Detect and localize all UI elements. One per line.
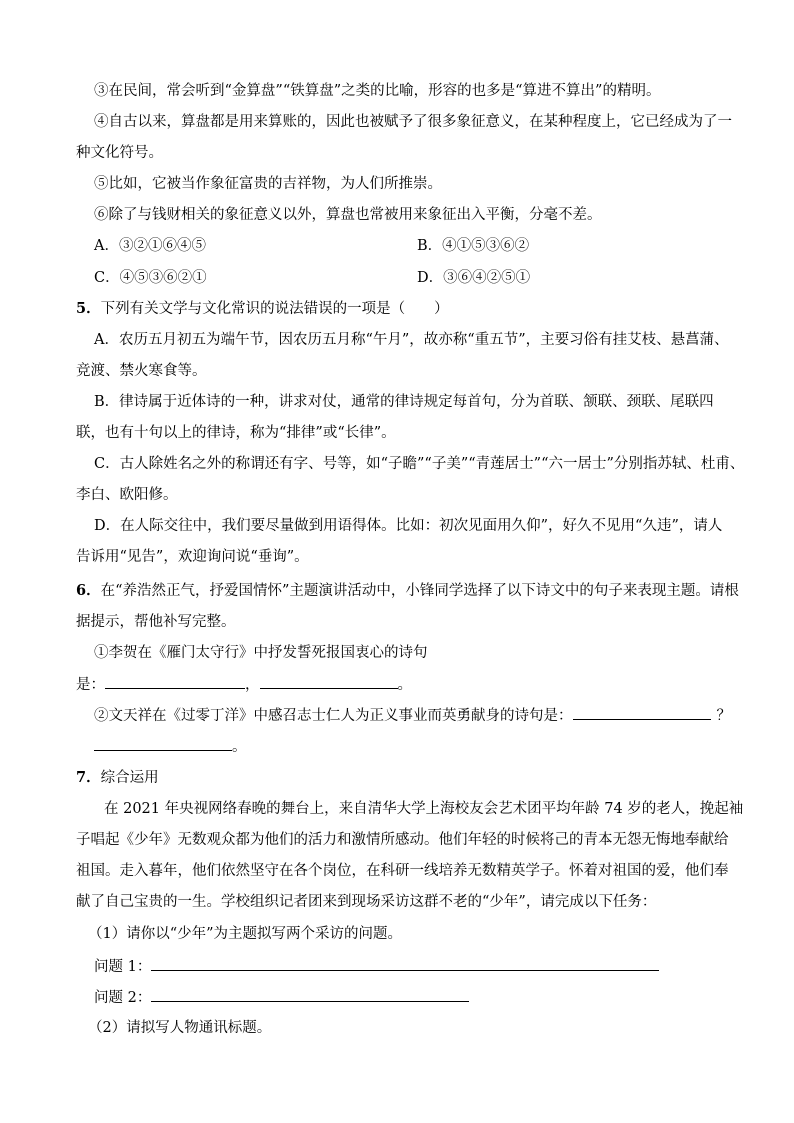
- q6-item-2: ②文天祥在《过零丁洋》中感召志士仁人为正义事业而英勇献身的诗句是：: [94, 708, 573, 724]
- q6-item-1-prefix: 是：: [76, 677, 105, 693]
- q6-blank-3[interactable]: [573, 705, 711, 720]
- q5-option-b[interactable]: B．律诗属于近体诗的一种，讲求对仗，通常的律诗规定每首句，分为首联、颔联、颈联、尾联四: [94, 394, 714, 410]
- q6-number: 6．: [76, 582, 101, 599]
- q6-item-2-end: 。: [232, 739, 247, 755]
- q4-sentence-4-cont: 种文化符号。: [76, 145, 163, 161]
- q7-question-1-line: [94, 956, 659, 977]
- q6-item-1-separator: ，: [245, 677, 260, 693]
- q7-task-1: （1）请你以“少年”为主题拟写两个采访的问题。: [88, 926, 403, 942]
- q5-stem: 下列有关文学与文化常识的说法错误的一项是（ ）: [100, 301, 449, 317]
- q4-sentence-4: ④自古以来，算盘都是用来算账的，因此也被赋予了很多象征意义，在某种程度上，它已经成为了一: [94, 114, 732, 130]
- q6-item-2-mark: ？: [716, 708, 731, 724]
- q7-paragraph-line-4: 献了自己宝贵的一生。学校组织记者团来到现场采访这群不老的“少年”，请完成以下任务：: [76, 894, 657, 910]
- q5-option-a-cont: 竞渡、禁火寒食等。: [76, 363, 207, 379]
- q5-option-d[interactable]: D．在人际交往中，我们要尽量做到用语得体。比如：初次见面用久仰”，好久不见用“久违”，请人: [94, 518, 723, 534]
- q7-title-line: [76, 768, 159, 788]
- q7-paragraph-line-2: 子唱起《少年》无数观众都为他们的活力和激情所感动。他们年轻的时候将己的青本无怨无悔地奉献给: [76, 832, 729, 848]
- q6-item-1-answer-line: [76, 674, 412, 695]
- q7-task-2: （2）请拟写人物通讯标题。: [88, 1020, 272, 1036]
- q4-sentence-6: ⑥除了与钱财相关的象征意义以外，算盘也常被用来象征出入平衡，分毫不差。: [94, 207, 602, 223]
- q5-number: 5．: [76, 300, 101, 317]
- q5-option-a[interactable]: A．农历五月初五为端午节，因农历五月称“午月”，故亦称“重五节”，主要习俗有挂艾枝、悬菖蒲、: [94, 332, 729, 348]
- q7-paragraph-line-1: 在 2021 年央视网络春晚的舞台上，来自清华大学上海校友会艺术团平均年龄 74 岁的老人，挽起袖: [104, 801, 744, 817]
- q7-number: 7．: [76, 769, 101, 786]
- q5-option-d-cont: 告诉用“见告”，欢迎询问说“垂询”。: [76, 549, 309, 565]
- q4-sentence-3: ③在民间，常会听到“金算盘”“铁算盘”之类的比喻，形容的也多是“算进不算出”的精明。: [94, 83, 661, 99]
- q6-stem-line: [76, 581, 739, 601]
- q5-option-b-cont: 联，也有十句以上的律诗，称为“排律”或“长律”。: [76, 425, 396, 441]
- q7-question-1-blank[interactable]: [151, 956, 659, 971]
- q4-option-d[interactable]: D．③⑥④②⑤①: [417, 270, 531, 286]
- q6-stem: 在“养浩然正气，抒爱国情怀”主题演讲活动中，小锋同学选择了以下诗文中的句子来表现主题。请根: [100, 583, 739, 599]
- q5-stem-line: [76, 299, 449, 319]
- q7-paragraph-line-3: 祖国。走入暮年，他们依然坚守在各个岗位，在科研一线培养无数精英学子。怀着对祖国的爱，他们奉: [76, 863, 729, 879]
- q4-option-a[interactable]: A．③②①⑥④⑤: [94, 238, 206, 254]
- q7-question-2-line: [94, 987, 469, 1008]
- q4-sentence-5: ⑤比如，它被当作象征富贵的吉祥物，为人们所推崇。: [94, 176, 442, 192]
- q5-option-c-cont: 李白、欧阳修。: [76, 487, 178, 503]
- q6-item-1: ①李贺在《雁门太守行》中抒发誓死报国衷心的诗句: [94, 645, 428, 661]
- q6-blank-4[interactable]: [94, 736, 232, 751]
- q6-blank-2[interactable]: [260, 674, 398, 689]
- q5-option-c[interactable]: C．古人除姓名之外的称谓还有字、号等，如“子瞻”“子美”“青莲居士”“六一居士”分别指苏轼、杜甫、: [94, 456, 745, 472]
- q7-question-2-blank[interactable]: [151, 987, 469, 1002]
- q6-item-2-line: [94, 705, 731, 726]
- q6-item-2-answer-line: [94, 736, 247, 757]
- q6-item-1-end: 。: [397, 677, 412, 693]
- q6-stem-cont: 据提示，帮他补写完整。: [76, 614, 236, 630]
- q4-option-b[interactable]: B．④①⑤③⑥②: [417, 238, 530, 254]
- q7-question-2-label: 问题 2：: [94, 990, 152, 1006]
- q4-option-c[interactable]: C．④⑤③⑥②①: [94, 270, 207, 286]
- q7-title: 综合运用: [100, 770, 159, 786]
- q6-blank-1[interactable]: [105, 674, 245, 689]
- q7-question-1-label: 问题 1：: [94, 959, 152, 975]
